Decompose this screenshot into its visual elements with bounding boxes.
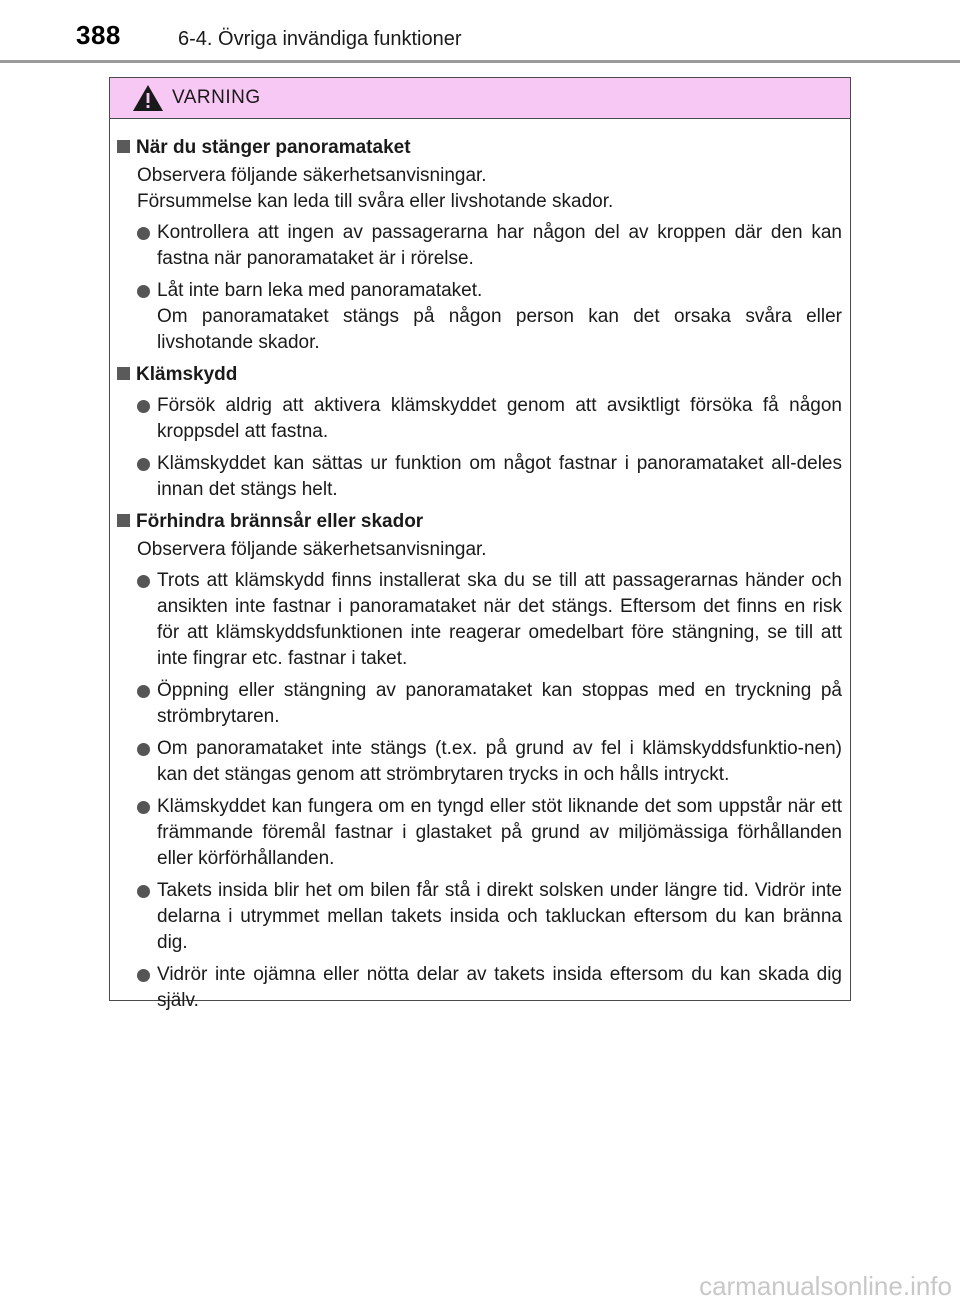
round-bullet-icon	[137, 227, 150, 240]
warning-body	[110, 119, 850, 1014]
bullet-text	[157, 962, 842, 1014]
bullet-text	[157, 451, 842, 503]
round-bullet-icon	[137, 685, 150, 698]
bullet-text	[157, 393, 842, 445]
round-bullet-icon	[137, 969, 150, 982]
bullet-text	[157, 794, 842, 872]
bullet-item	[117, 962, 842, 1014]
section-heading-text: När du stänger panoramataket	[136, 137, 411, 158]
bullet-paragraph: Om panoramataket inte stängs (t.ex. på grund av fel i klämskyddsfunktio-nen) kan det stängas genom att strömbrytaren trycks in och hålls intryckt.	[157, 738, 842, 785]
section-heading	[117, 509, 842, 535]
section-intro-text: Observera följande säkerhetsanvisningar.	[137, 165, 487, 186]
bullet-text	[157, 220, 842, 272]
square-bullet-icon	[117, 367, 130, 380]
bullet-text	[157, 568, 842, 672]
bullet-text	[157, 278, 842, 356]
watermark: carmanualsonline.info	[699, 1271, 952, 1301]
bullet-paragraph: Klämskyddet kan fungera om en tyngd eller stöt liknande det som uppstår när ett främmande föremål fastnar i glastaket på grund av miljömässiga förhållanden eller körförhållanden.	[157, 796, 842, 869]
warning-triangle-icon	[132, 84, 164, 112]
bullet-text	[157, 878, 842, 956]
round-bullet-icon	[137, 743, 150, 756]
section-intro-text: Försummelse kan leda till svåra eller livshotande skador.	[137, 191, 614, 212]
bullet-item	[117, 736, 842, 788]
header-divider	[0, 60, 960, 63]
square-bullet-icon	[117, 140, 130, 153]
bullet-paragraph: Försök aldrig att aktivera klämskyddet genom att avsiktligt försöka få någon kroppsdel att fastna.	[157, 395, 842, 442]
bullet-item	[117, 220, 842, 272]
round-bullet-icon	[137, 885, 150, 898]
bullet-item	[117, 794, 842, 872]
bullet-item	[117, 878, 842, 956]
section-heading-text: Förhindra brännsår eller skador	[136, 511, 424, 532]
warning-title: VARNING	[172, 87, 261, 108]
page-number: 388	[76, 20, 121, 50]
round-bullet-icon	[137, 458, 150, 471]
round-bullet-icon	[137, 575, 150, 588]
bullet-paragraph: Klämskyddet kan sättas ur funktion om något fastnar i panoramataket all-deles innan det stängs helt.	[157, 453, 842, 500]
section-heading	[117, 362, 842, 388]
section-heading	[117, 135, 842, 161]
warning-section	[117, 362, 842, 503]
bullet-paragraph: Låt inte barn leka med panoramataket.	[157, 280, 483, 301]
square-bullet-icon	[117, 514, 130, 527]
round-bullet-icon	[137, 285, 150, 298]
bullet-item	[117, 678, 842, 730]
bullet-paragraph: Takets insida blir het om bilen får stå i direkt solsken under längre tid. Vidrör inte delarna i utrymmet mellan takets insida och takluckan eftersom du kan bränna dig.	[157, 880, 842, 953]
bullet-item	[117, 568, 842, 672]
bullet-paragraph: Trots att klämskydd finns installerat ska du se till att passagerarnas händer och ansikten inte fastnar i panoramataket när det stängs. Eftersom det finns en risk för att klämskyddsfunktionen inte reagerar omedelbart före stängning, se till att inte fingrar etc. fastnar i taket.	[157, 570, 842, 669]
bullet-item	[117, 393, 842, 445]
section-title: 6-4. Övriga invändiga funktioner	[178, 28, 462, 50]
bullet-text	[157, 736, 842, 788]
round-bullet-icon	[137, 400, 150, 413]
section-intro-text: Observera följande säkerhetsanvisningar.	[137, 539, 487, 560]
round-bullet-icon	[137, 801, 150, 814]
bullet-paragraph: Vidrör inte ojämna eller nötta delar av takets insida eftersom du kan skada dig själv.	[157, 964, 842, 1011]
warning-section	[117, 509, 842, 1014]
warning-box	[109, 77, 851, 1011]
warning-section	[117, 135, 842, 356]
bullet-item	[117, 451, 842, 503]
bullet-text	[157, 678, 842, 730]
bullet-paragraph: Om panoramataket stängs på någon person kan det orsaka svåra eller livshotande skador.	[157, 306, 842, 353]
bullet-paragraph: Öppning eller stängning av panoramataket kan stoppas med en tryckning på strömbrytaren.	[157, 680, 842, 727]
section-heading-text: Klämskydd	[136, 364, 238, 385]
warning-header	[110, 78, 850, 119]
bullet-item	[117, 278, 842, 356]
bullet-paragraph: Kontrollera att ingen av passagerarna har någon del av kroppen där den kan fastna när panoramataket är i rörelse.	[157, 222, 842, 269]
